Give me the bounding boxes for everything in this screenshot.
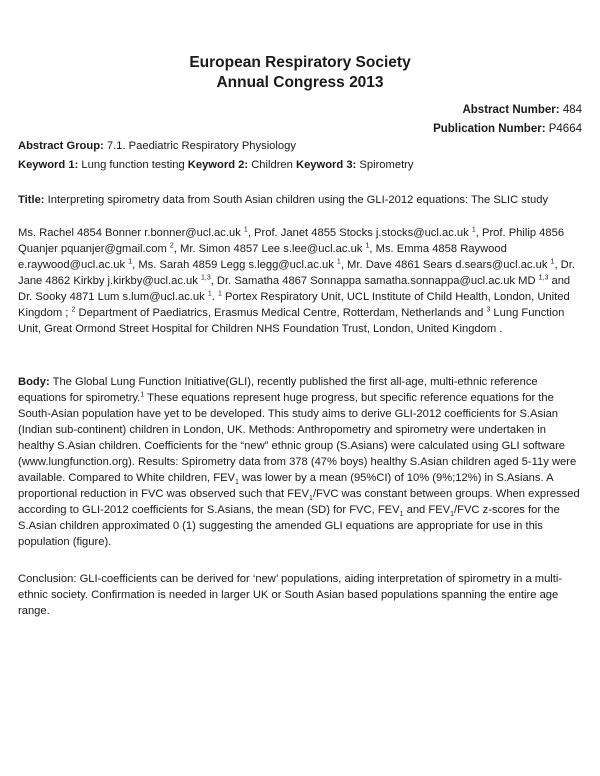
- body-text: and FEV: [403, 504, 451, 516]
- abstract-group-line: [18, 138, 584, 154]
- abstract-group-value: 7.1. Paediatric Respiratory Physiology: [106, 140, 296, 152]
- abstract-number-line: [433, 101, 582, 120]
- author-text: .: [211, 291, 218, 303]
- affiliation-marker: 1: [550, 258, 555, 266]
- body-text: /FVC z-scores for the S.Asian children approximated 0 (1) suggesting the amended GLI equations are appropriate for use in this population (figure).: [18, 504, 560, 548]
- keyword-2-label: Keyword 2:: [187, 159, 249, 171]
- affiliation-marker: 1: [365, 242, 370, 250]
- keyword-1-label: Keyword 1:: [18, 159, 79, 171]
- affiliation-marker: 1: [243, 226, 248, 234]
- author-text: , Prof. Janet 4855 Stocks j.stocks@ucl.ac.uk: [247, 227, 469, 239]
- affiliation-marker: 1: [471, 226, 476, 234]
- publication-number-label: Publication Number:: [433, 123, 546, 135]
- abstract-group-label: Abstract Group:: [18, 140, 104, 152]
- subscript: 1: [309, 495, 313, 503]
- body-text: was lower by a mean (95%CI) of 10% (9%;12%) in S.Asians. A proportional reduction in FVC was observed such that FEV: [18, 472, 553, 500]
- reference-marker: 1: [140, 391, 145, 399]
- affiliation-marker: 1: [207, 290, 212, 298]
- affiliation-marker: 1: [217, 290, 222, 298]
- document-header: [0, 53, 600, 93]
- author-text: , Prof. Philip 4856 Quanjer pquanjer@gmail.com: [18, 227, 565, 255]
- body-text: These equations represent huge progress, but specific reference equations for the South-Asian population have yet to be developed. This study aims to derive GLI-2012 coefficients for S.Asian (Indian sub-continent) children in London, UK. Methods: Anthropometry and spirometry were undertaken in healthy S.Asian children. Coefficients for the “new” ethnic group (S.Asians) were calculated using GLI software (www.lungfunction.org). Results: Spirometry data from 378 (47% boys) healthy S.Asian children aged 5-11y were available. Compared to White children, FEV: [18, 392, 577, 484]
- body-text: /FVC was constant between groups. When expressed according to GLI-2012 coefficients for S.Asians, the mean (SD) for FVC, FEV: [18, 488, 580, 516]
- abstract-body: [18, 374, 584, 550]
- author-text: , Dr. Samatha 4867 Sonnappa samatha.sonnappa@ucl.ac.uk MD: [210, 275, 536, 287]
- affiliation-marker: 1,3: [200, 274, 211, 282]
- title-label: Title:: [18, 194, 45, 206]
- keywords-line: [18, 157, 584, 173]
- author-text: , Dr. Jane 4862 Kirkby j.kirkby@ucl.ac.uk: [18, 259, 575, 287]
- author-text: , Ms. Emma 4858 Raywood e.raywood@ucl.ac.uk: [18, 243, 507, 271]
- society-name: European Respiratory Society: [189, 54, 411, 71]
- subscript: 1: [450, 511, 455, 519]
- author-text: , Mr. Simon 4857 Lee s.lee@ucl.ac.uk: [173, 243, 363, 255]
- classification-block: [18, 138, 584, 173]
- affiliation-marker: 2: [71, 306, 76, 314]
- keyword-1-value: Lung function testing: [81, 159, 185, 171]
- author-text: , Ms. Sarah 4859 Legg s.legg@ucl.ac.uk: [132, 259, 334, 271]
- author-text: , Mr. Dave 4861 Sears d.sears@ucl.ac.uk: [340, 259, 548, 271]
- authors-block: [18, 225, 584, 337]
- abstract-number-value: 484: [562, 104, 582, 116]
- congress-name: Annual Congress 2013: [216, 74, 384, 91]
- affiliation-text: Lung Function Unit, Great Ormond Street Hospital for Children NHS Foundation Trust, London, United Kingdom .: [18, 307, 565, 335]
- keyword-3-value: Spirometry: [359, 159, 414, 171]
- affiliation-text: Portex Respiratory Unit, UCL Institute of Child Health, London, United Kingdom ;: [18, 291, 570, 319]
- body-label: Body:: [18, 376, 50, 388]
- affiliation-marker: 1,3: [538, 274, 549, 282]
- publication-number-value: P4664: [548, 123, 582, 135]
- affiliation-marker: 1: [128, 258, 133, 266]
- publication-number-line: [433, 120, 582, 139]
- abstract-number-label: Abstract Number:: [462, 104, 560, 116]
- author-text: Ms. Rachel 4854 Bonner r.bonner@ucl.ac.uk: [18, 227, 241, 239]
- affiliation-marker: 3: [486, 306, 491, 314]
- abstract-meta: [433, 101, 582, 139]
- subscript: 1: [399, 511, 404, 519]
- keyword-2-value: Children: [251, 159, 293, 171]
- conclusion-paragraph: Conclusion: GLI-coefficients can be derived for ‘new’ populations, aiding interpretation of spirometry in a multi-ethnic society. Confirmation is needed in larger UK or South Asian based populations spanning the entire age range.: [18, 573, 563, 617]
- affiliation-marker: 1: [336, 258, 341, 266]
- subscript: 1: [235, 479, 239, 487]
- title-text: Interpreting spirometry data from South Asian children using the GLI-2012 equations: The SLIC study: [47, 194, 549, 206]
- keyword-3-label: Keyword 3:: [295, 159, 357, 171]
- body-text: The Global Lung Function Initiative(GLI), recently published the first all-age, multi-ethnic reference equations for spirometry.: [18, 376, 538, 404]
- affiliation-text: Department of Paediatrics, Erasmus Medical Centre, Rotterdam, Netherlands and: [75, 307, 487, 319]
- affiliation-marker: 2: [169, 242, 174, 250]
- abstract-title: [18, 192, 584, 208]
- author-text: and Dr. Sooky 4871 Lum s.lum@ucl.ac.uk: [18, 275, 571, 303]
